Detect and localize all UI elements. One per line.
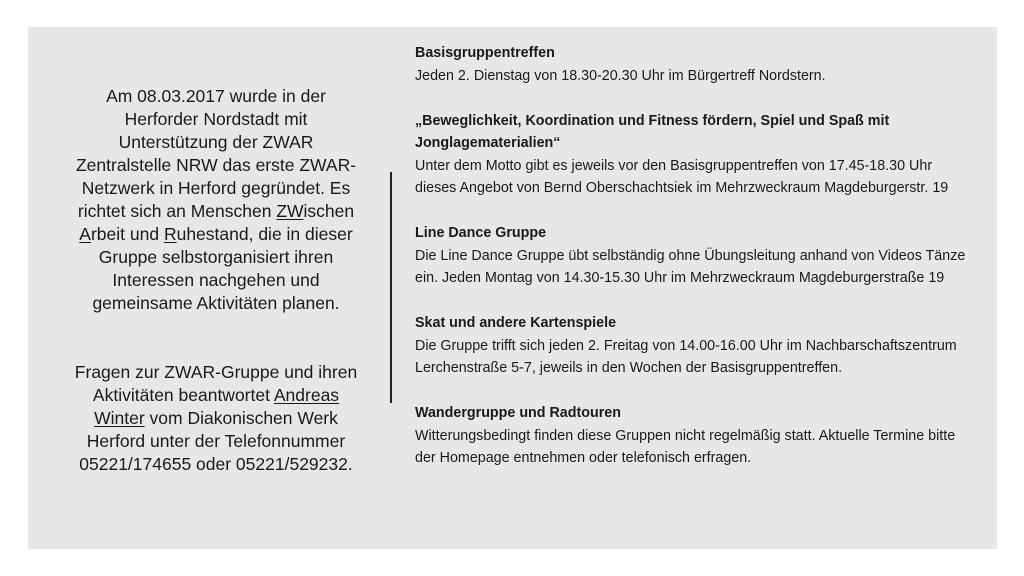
activities-column [415, 42, 975, 470]
intro-paragraph: Am 08.03.2017 wurde in der Herforder Nordstadt mit Unterstützung der ZWAR Zentralstelle NRW das erste ZWAR-Netzwerk in Herford gegründet. Es richtet sich an Menschen ZWischen Arbeit und Ruhestand, die in dieser Gruppe selbstorganisiert ihren Interessen nachgehen und gemeinsame Aktivitäten planen. [75, 86, 357, 313]
zw-highlight: ZW [276, 201, 304, 221]
activity-block [415, 222, 975, 290]
intro-column [70, 85, 362, 476]
activity-text: Unter dem Motto gibt es jeweils vor den Basisgruppentreffen von 17.45-18.30 Uhr dieses Angebot von Bernd Oberschachtsiek im Mehrzweckraum Magdeburgerstr. 19 [415, 157, 949, 196]
activity-block [415, 402, 975, 470]
activity-text: Jeden 2. Dienstag von 18.30-20.30 Uhr im Bürgertreff Nordstern. [415, 67, 826, 84]
activity-title: Basisgruppentreffen [415, 45, 555, 61]
activity-title: Wandergruppe und Radtouren [415, 405, 621, 421]
r-highlight: R [163, 224, 177, 244]
activity-text: Die Line Dance Gruppe übt selbständig ohne Übungsleitung anhand von Videos Tänze ein. Jeden Montag von 14.30-15.30 Uhr im Mehrzweckraum Magdeburgerstraße 19 [415, 247, 966, 286]
activity-title: Line Dance Gruppe [415, 225, 547, 241]
activity-text: Die Gruppe trifft sich jeden 2. Freitag von 14.00-16.00 Uhr im Nachbarschaftszentrum Lerchenstraße 5-7, jeweils in den Wochen der Basisgruppentreffen. [415, 337, 957, 376]
activity-block [415, 42, 975, 87]
activity-title: „Beweglichkeit, Koordination und Fitness fördern, Spiel und Spaß mit Jonglagematerialien“ [415, 112, 890, 151]
activity-block [415, 110, 975, 200]
contact-paragraph: Fragen zur ZWAR-Gruppe und ihren Aktivitäten beantwortet Andreas Winter vom Diakonischen Werk Herford unter der Telefonnummer 05221/174655 oder 05221/529232. [74, 362, 358, 474]
contact-name: Andreas Winter [94, 385, 340, 428]
vertical-divider [390, 172, 392, 403]
a-highlight: A [79, 224, 91, 244]
activity-block [415, 312, 975, 380]
activity-title: Skat und andere Kartenspiele [415, 315, 617, 331]
activity-text: Witterungsbedingt finden diese Gruppen nicht regelmäßig statt. Aktuelle Termine bitte der Homepage entnehmen oder telefonisch erfragen. [415, 427, 956, 466]
